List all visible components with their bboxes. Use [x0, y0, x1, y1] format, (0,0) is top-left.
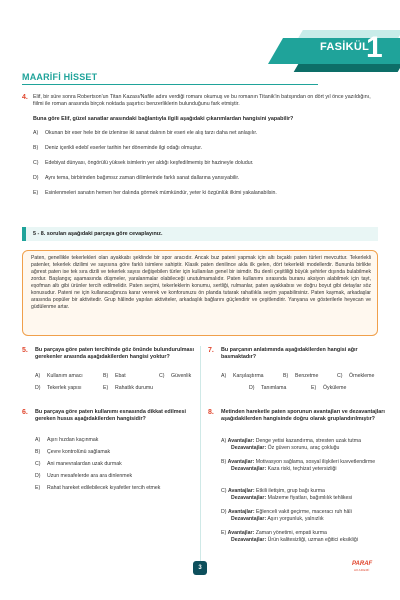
header-decor-dark [294, 64, 400, 72]
column-divider [200, 346, 201, 566]
passage-text: Paten, genellikle tekerlekleri olan ayakkabı şeklinde bir spor aracıdır. Ancak buz pateni yapmak için altı bıçaklı paten türleri mevcuttur. Tekerlekli patenler, tekerlek dizilimi ve sayısına göre farklı isimlere sahiptir. Klasik paten denilince akla ilk gelen, dört tekerlekli modellerdir. Bununla birlikte ağırest paten ise tek sıra dizili ve tekerlek sayısı değişebilen türler için kullanılan genel bir isimdir. Bu denli çeşitliliği büyük şehirler dışında bulabilmek zordur. Başlangıç aşamasında düşmeler, yaralanmalar olabileceği unutulmamalıdır. Paten kullanımı sırasında buranu aksiyon alabilmek için tayt, eşofman altı gibi ürünler tercih edilmelidir. Paten seçimi, tekerleklerin konumu, sertliği, rulmanlar, paten ayakkabısı ve doğru boyut gibi detaylar söz konusudur. Pateni ne için kullanacağınıza karar vererek ve konforunuzu ön planda tutarak rahatlıkla seçim yapabilirsiniz. Paten kaymak, arkadaşlar arasında popüler bir aktivitedir. Grup hâlinde yapılan aktiviteler, arkadaşlık bağlarını güçlendirir ve çeşitlendirir. Yanyana ve gösterilerle heyecan ve güdülenme artar. [31, 255, 371, 311]
option-c[interactable]: C) Avantajlar: Etkili iletişim, grup bağı kurma Dezavantajlar: Malzeme fiyatları, bağımlılık tehlikesi [221, 488, 353, 501]
option-e[interactable]: E) Rahatlık durumu [103, 385, 154, 391]
option-d[interactable]: D) Uzun mesafelerde ara ara dinlenmek [35, 473, 133, 479]
option-a[interactable]: A) Aşırı hızdan kaçınmak [35, 437, 99, 443]
fasikul-label: FASİKÜL [320, 41, 370, 53]
option-b[interactable]: B) Deniz içerikli edebî eserler tarihin her döneminde ilgi odağı olmuştur. [33, 145, 203, 151]
option-a[interactable]: A) Karşılaştırma [221, 373, 264, 379]
question-6 [22, 409, 197, 499]
option-e[interactable]: E) Esinlenmeleri sanatın hemen her dalında görmek mümkündür, yeter ki özgünlük ilkimi yakalanabilsin. [33, 190, 277, 196]
option-d[interactable]: D) Aynı tema, birbirinden bağımsız zaman dilimlerinde farklı sanat dallarına yansıyabilir. [33, 175, 240, 181]
section-banner [22, 227, 378, 241]
question-7 [208, 347, 378, 397]
fasikul-number: 1 [366, 31, 383, 64]
question-number: 4. [22, 94, 28, 101]
question-number: 8. [208, 409, 214, 416]
option-a[interactable]: A) Avantajlar: Denge yetisi kazandırma, stresten uzak tutma Dezavantajlar: Öz güven sorunu, araç çokluğu [221, 438, 361, 451]
question-5 [22, 347, 197, 397]
option-d[interactable]: D) Tanımlama [249, 385, 287, 391]
option-c[interactable]: C) Güvenlik [159, 373, 192, 379]
question-stem: Bu parçaya göre paten kullanımı esnasında dikkat edilmesi gereken husus aşağıdakilerden hangisidir? [35, 409, 186, 422]
publisher-logo-sub: AKADEMİ [354, 568, 370, 572]
publisher-logo: PARAF [352, 561, 373, 567]
option-c[interactable]: C) Edebiyat dünyası, öngörülü yüksek isimlerin yer aldığı keşfedilmemiş bir hazineyle doludur. [33, 160, 254, 166]
question-8 [208, 409, 385, 559]
option-e[interactable]: E) Avantajlar: Zaman yönetimi, empati kurma Dezavantajlar: Ürün kalitesizliği, uzman eğitici eksikliği [221, 530, 358, 543]
option-b[interactable]: B) Benzetme [283, 373, 319, 379]
reading-passage [22, 250, 378, 336]
option-a[interactable]: A) Okunan bir eser hele bir de izlenirse iki sanat dalının bir eseri ele alış tarzı daha net anlaşılır. [33, 130, 258, 136]
question-stem: Metinden hareketle paten sporunun avantajları ve dezavantajları aşağıdakilerden hangisinde doğru olarak gruplandırılmıştır? [221, 409, 385, 422]
question-stem: Bu parçaya göre paten tercihinde göz önünde bulundurulması gerekenler arasında aşağıdakilerden hangisi yoktur? [35, 347, 195, 360]
option-d[interactable]: D) Avantajlar: Eğlenceli vakit geçirme, maceracı ruh hâli Dezavantajlar: Aşırı yorgunluk, yalnızlık [221, 509, 352, 522]
option-e[interactable]: E) Rahat hareket edilebilecek kıyafetler tercih etmek [35, 485, 161, 491]
brand-title: MAARİFİ HİSSET [22, 72, 98, 82]
option-b[interactable]: B) Avantajlar: Motivasyon sağlama, sosyal ilişkileri kuvvetlendirme Dezavantajlar: Kaza riski, teçhizat yetersizliği [221, 459, 376, 472]
question-context: Elif, bir süre sonra Robertson'un Titan Kazası/Nafile adını verdiği romanı okumuş ve bu romanın Titanik'in batışından on dört yıl önce yazıldığını, fiilmi ile roman arasında birçok noktada şaşırtıcı benzerliklerin bulunduğunu fark etmiştir. [33, 94, 371, 108]
page-header [0, 0, 400, 100]
question-stem: Buna göre Elif, güzel sanatlar arasındaki bağlantıyla ilgili aşağıdaki çıkarımlardan hangisini yapabilir? [33, 116, 294, 122]
question-number: 5. [22, 347, 28, 354]
question-number: 6. [22, 409, 28, 416]
option-a[interactable]: A) Kullanım amacı [35, 373, 83, 379]
question-stem: Bu parçanın anlatımında aşağıdakilerden hangisi ağır basmaktadır? [221, 347, 358, 360]
question-number: 7. [208, 347, 214, 354]
option-c[interactable]: C) Örnekleme [337, 373, 375, 379]
option-e[interactable]: E) Öyküleme [311, 385, 347, 391]
brand-divider [22, 84, 318, 85]
option-d[interactable]: D) Tekerlek yapısı [35, 385, 82, 391]
option-b[interactable]: B) Ebat [103, 373, 126, 379]
option-b[interactable]: B) Çevre kontrolünü sağlamak [35, 449, 111, 455]
section-title: 5 - 8. soruları aşağıdaki parçaya göre cevaplayınız. [33, 231, 163, 237]
option-c[interactable]: C) Ani manevralardan uzak durmak [35, 461, 122, 467]
page-number: 3 [193, 561, 207, 575]
